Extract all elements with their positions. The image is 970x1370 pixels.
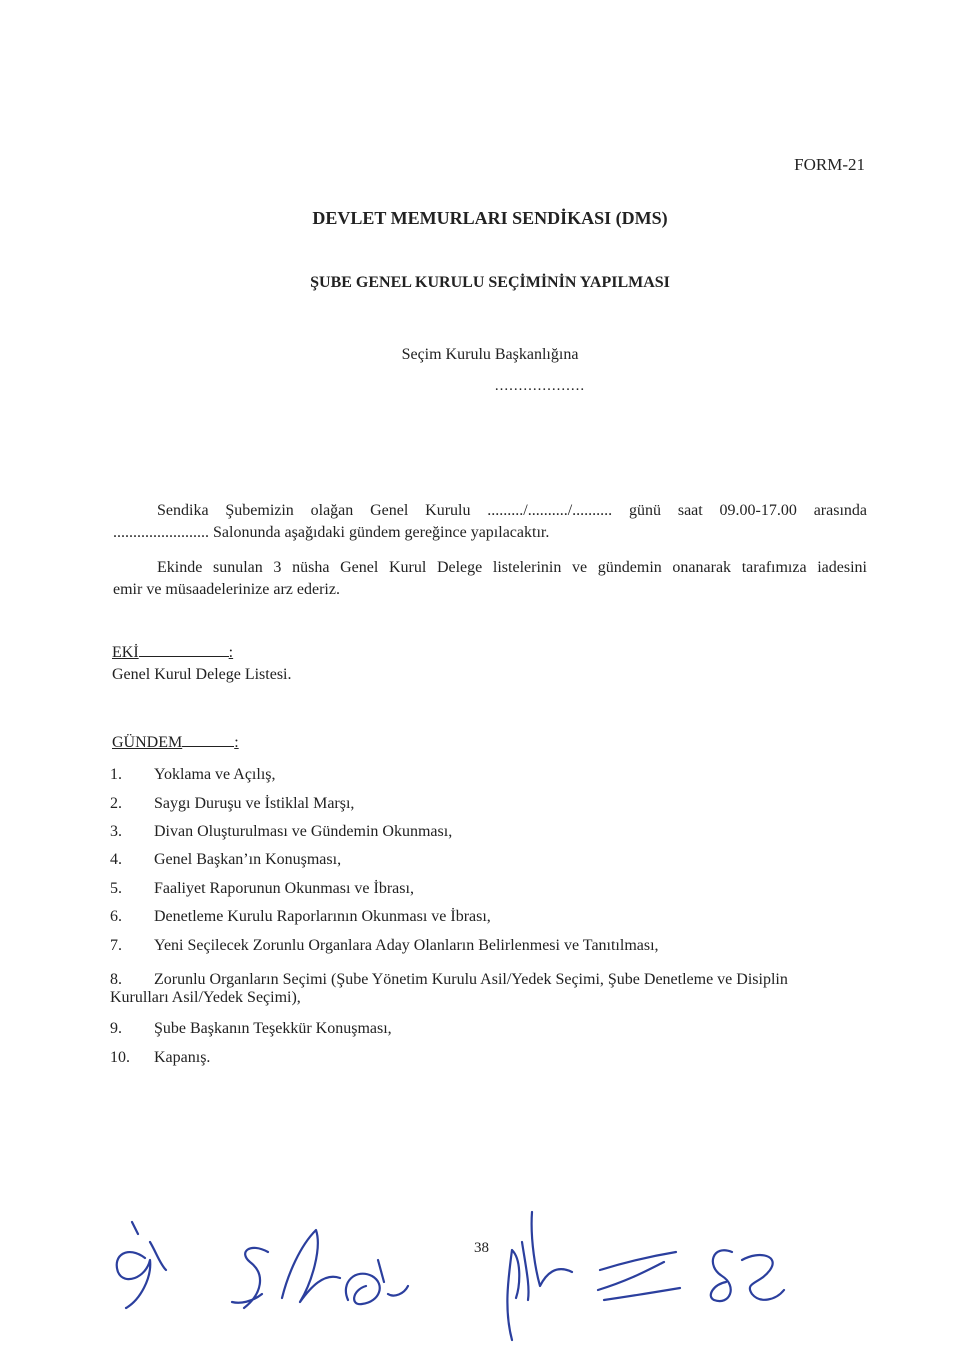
agenda-item-text: Genel Başkan’ın Konuşması,: [154, 851, 342, 868]
agenda-item-text: Yoklama ve Açılış,: [154, 766, 276, 783]
agenda-item-number: 2.: [110, 795, 122, 812]
agenda-item-text: Yeni Seçilecek Zorunlu Organlara Aday Olanların Belirlenmesi ve Tanıtılması,: [154, 937, 659, 954]
agenda-item: [110, 1020, 870, 1038]
signatures-svg: [0, 1190, 970, 1360]
addressee: Seçim Kurulu Başkanlığına: [401, 346, 579, 363]
agenda-item-number: 4.: [110, 851, 122, 868]
attachment-label: EKİ: [112, 644, 139, 661]
agenda-item-text: Saygı Duruşu ve İstiklal Marşı,: [154, 795, 355, 812]
agenda-item-number: 5.: [110, 880, 122, 897]
agenda-item-text: Zorunlu Organların Seçimi (Şube Yönetim Kurulu Asil/Yedek Seçimi, Şube Denetleme ve Disiplin: [154, 971, 788, 988]
agenda-item: [110, 971, 870, 1007]
agenda-colon: :: [234, 734, 239, 751]
paragraph-1-line-1: Sendika Şubemizin olağan Genel Kurulu ........./........../.......... günü saat 09.00-17.00 arasında: [157, 502, 867, 519]
agenda-item-number: 1.: [110, 766, 122, 783]
attachment-heading: [112, 642, 233, 662]
agenda-item-text: Şube Başkanın Teşekkür Konuşması,: [154, 1020, 392, 1037]
signature-2: [232, 1248, 268, 1308]
attachment-item: Genel Kurul Delege Listesi.: [112, 666, 292, 683]
agenda-item-number: 10.: [110, 1049, 130, 1066]
form-code: FORM-21: [794, 155, 865, 174]
agenda-item: [110, 766, 870, 784]
agenda-item: [110, 880, 870, 898]
paragraph-2-line-2: emir ve müsaadelerinize arz ederiz.: [113, 581, 340, 598]
paragraph-2-line-1: Ekinde sunulan 3 nüsha Genel Kurul Delege listelerinin ve gündemin onanarak tarafımıza iadesini: [157, 559, 867, 576]
signature-1: [117, 1222, 166, 1308]
agenda-item-text: Faaliyet Raporunun Okunması ve İbrası,: [154, 880, 414, 897]
agenda-item-text: Kapanış.: [154, 1049, 211, 1066]
signature-5: [507, 1212, 572, 1340]
signature-7: [711, 1250, 784, 1301]
agenda-item-number: 6.: [110, 908, 122, 925]
paragraph-1-line-2: ........................ Salonunda aşağıdaki gündem gereğince yapılacaktır.: [113, 524, 550, 541]
agenda-item-text: Divan Oluşturulması ve Gündemin Okunması,: [154, 823, 453, 840]
agenda-item-number: 8.: [110, 971, 122, 988]
agenda-item: [110, 795, 870, 813]
agenda-underline: [182, 732, 234, 747]
agenda-heading: [112, 732, 239, 752]
agenda-item-number: 7.: [110, 937, 122, 954]
agenda-item-number: 9.: [110, 1020, 122, 1037]
agenda-label: GÜNDEM: [112, 734, 183, 751]
agenda-item: [110, 908, 870, 926]
signature-4: [346, 1260, 408, 1304]
agenda-item: [110, 851, 870, 869]
signature-3: [282, 1230, 340, 1302]
attachment-colon: :: [228, 644, 234, 661]
document-title: DEVLET MEMURLARI SENDİKASI (DMS): [312, 208, 668, 228]
agenda-item: [110, 937, 870, 955]
agenda-item: [110, 823, 870, 841]
agenda-item: [110, 1049, 870, 1067]
agenda-item-text-continuation: Kurulları Asil/Yedek Seçimi),: [110, 989, 301, 1006]
page-number: 38: [474, 1240, 489, 1256]
attachment-underline: [139, 642, 229, 657]
signature-6: [598, 1252, 680, 1300]
agenda-item-number: 3.: [110, 823, 122, 840]
addressee-placeholder-dots: ...................: [494, 378, 586, 394]
document-subtitle: ŞUBE GENEL KURULU SEÇİMİNİN YAPILMASI: [310, 274, 670, 291]
agenda-item-text: Denetleme Kurulu Raporlarının Okunması ve İbrası,: [154, 908, 491, 925]
